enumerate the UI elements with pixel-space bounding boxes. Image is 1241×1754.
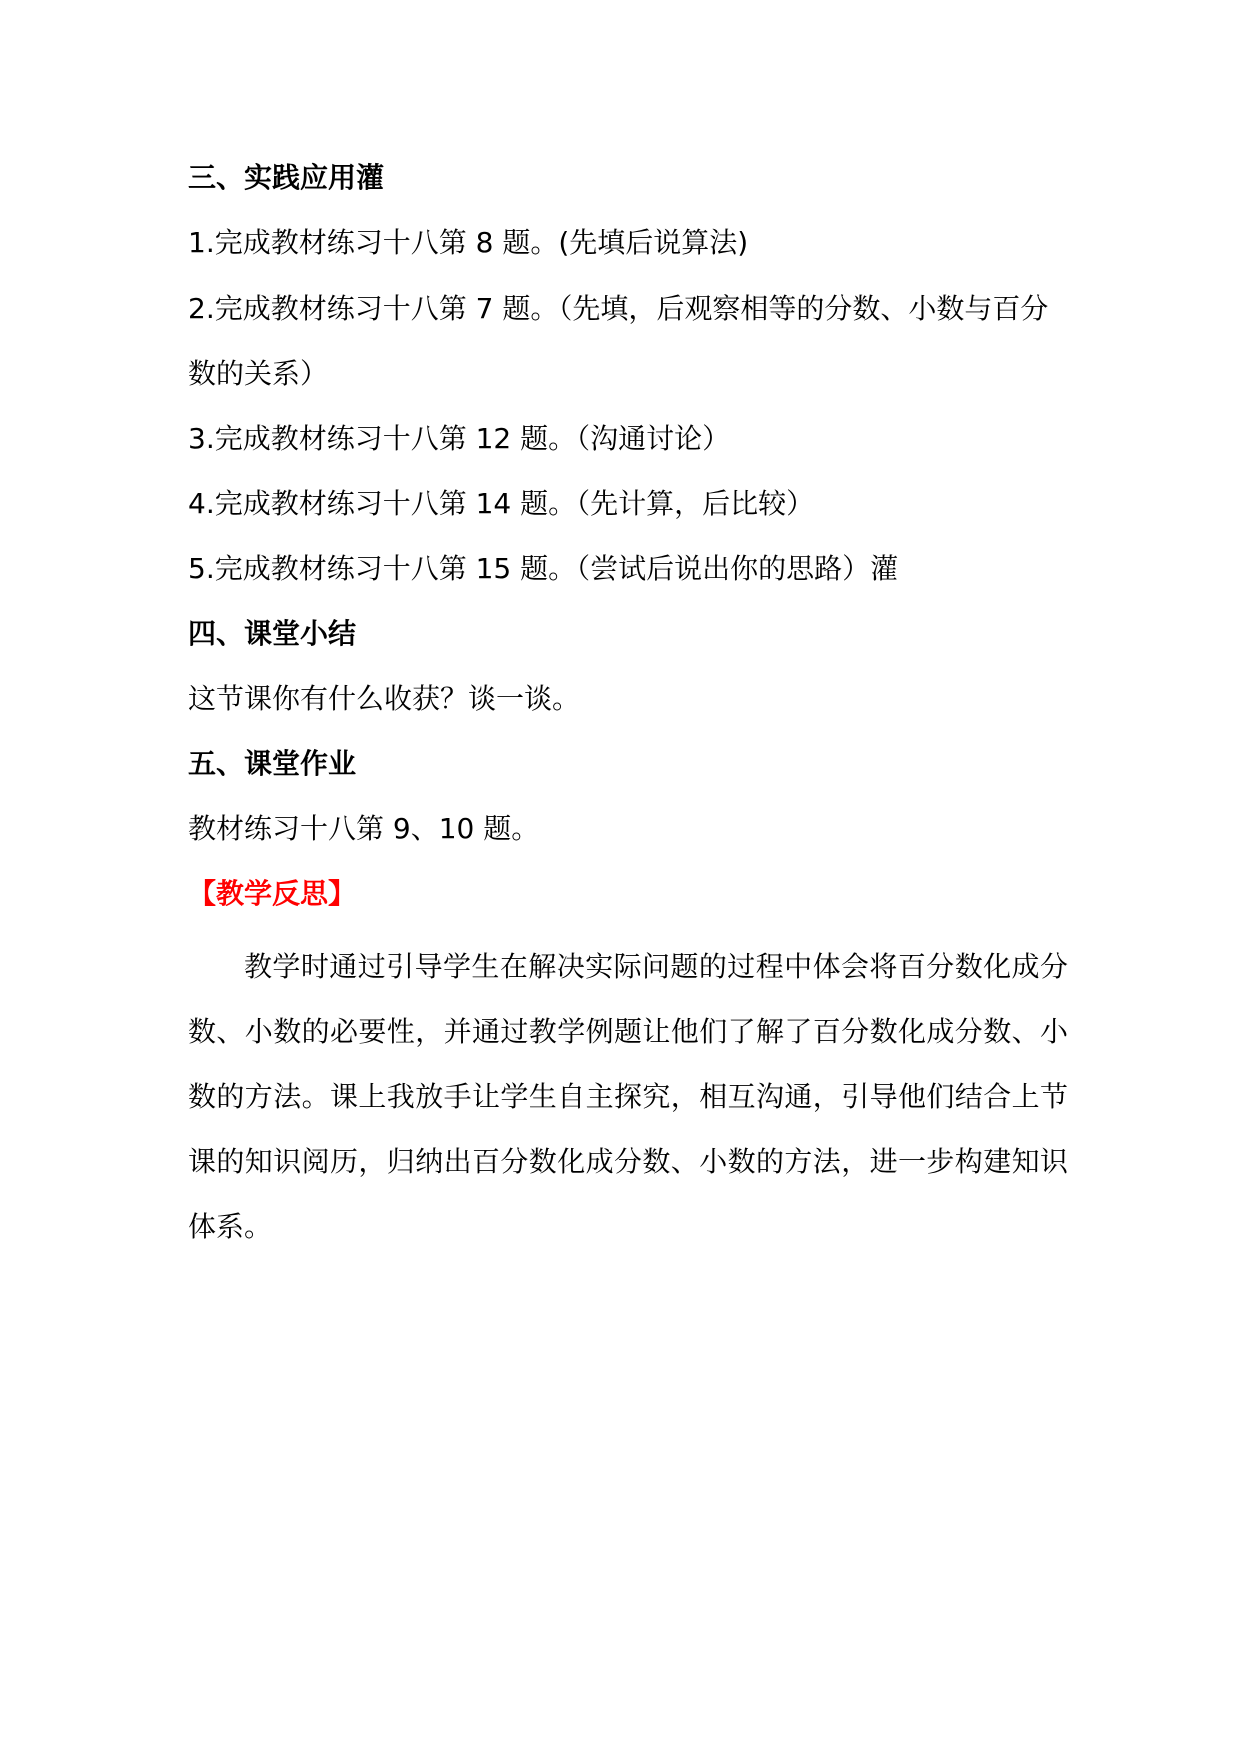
reflection-body: 教学时通过引导学生在解决实际问题的过程中体会将百分数化成分数、小数的必要性，并通过教学例题让他们了解了百分数化成分数、小数的方法。课上我放手让学生自主探究，相互沟通，引导他们结合上节课的知识阅历，归纳出百分数化成分数、小数的方法，进一步构建知识体系。 [188,950,1068,1243]
section-heading-summary: 四、课堂小结 [188,617,357,650]
section-heading-practice: 三、实践应用灌 [188,161,385,194]
document-content [188,160,1068,1259]
section-heading-homework: 五、课堂作业 [188,747,357,780]
practice-item-3: 3.完成教材练习十八第 12 题。（沟通讨论） [188,422,731,455]
practice-item-4: 4.完成教材练习十八第 14 题。（先计算，后比较） [188,487,815,520]
summary-text: 这节课你有什么收获？谈一谈。 [188,682,581,715]
reflection-title: 【教学反思】 [188,877,357,910]
practice-item-1: 1.完成教材练习十八第 8 题。(先填后说算法) [188,226,749,259]
practice-item-2: 2.完成教材练习十八第 7 题。（先填，后观察相等的分数、小数与百分数的关系） [188,292,1049,390]
practice-item-5: 5.完成教材练习十八第 15 题。（尝试后说出你的思路）灌 [188,552,899,585]
homework-text: 教材练习十八第 9、10 题。 [188,812,540,845]
